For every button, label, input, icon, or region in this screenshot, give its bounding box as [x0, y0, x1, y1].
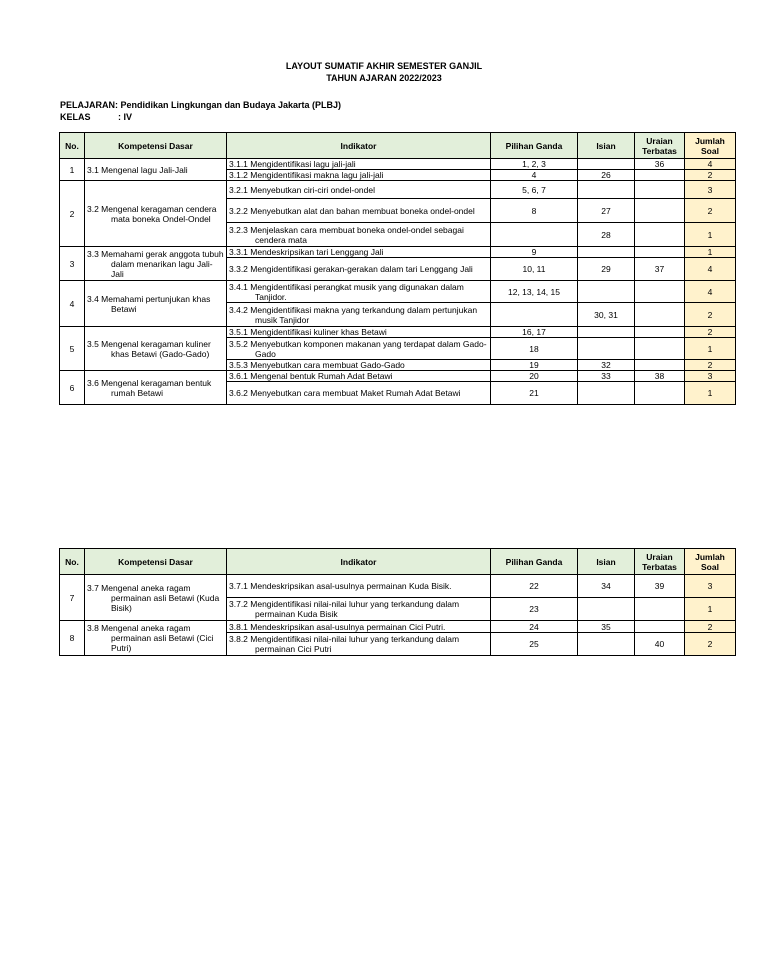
cell-pilihan-ganda — [491, 223, 578, 247]
cell-isian — [578, 281, 635, 303]
cell-uraian-terbatas — [635, 382, 685, 405]
kompetensi-dasar-text: 3.1 Mengenal lagu Jali-Jali — [87, 164, 188, 175]
header-indikator: Indikator — [227, 549, 491, 575]
cell-jumlah-soal: 2 — [685, 303, 736, 327]
cell-jumlah-soal: 1 — [685, 223, 736, 247]
cell-pilihan-ganda: 1, 2, 3 — [491, 159, 578, 170]
cell-isian: 34 — [578, 575, 635, 598]
table-row — [60, 371, 736, 382]
indikator-text: 3.8.2 Mengidentifikasi nilai-nilai luhur yang terkandung dalam permainan Cici Putri — [229, 634, 460, 654]
cell-no: 6 — [60, 371, 85, 405]
indikator-text: 3.4.2 Mengidentifikasi makna yang terkandung dalam pertunjukan musik Tanjidor — [229, 304, 478, 325]
cell-no: 8 — [60, 621, 85, 656]
layout-table-1 — [59, 132, 736, 405]
cell-uraian-terbatas: 39 — [635, 575, 685, 598]
kompetensi-dasar-text: 3.2 Mengenal keragaman cendera mata boneka Ondel-Ondel — [87, 203, 217, 224]
cell-no: 3 — [60, 247, 85, 281]
indikator-text: 3.7.1 Mendeskripsikan asal-usulnya permainan Kuda Bisik. — [229, 581, 452, 591]
indikator-text: 3.3.1 Mendeskripsikan tari Lenggang Jali — [229, 247, 384, 257]
cell-isian: 29 — [578, 258, 635, 281]
cell-uraian-terbatas — [635, 338, 685, 360]
cell-jumlah-soal: 1 — [685, 247, 736, 258]
cell-uraian-terbatas: 40 — [635, 633, 685, 656]
header-pilihan-ganda: Pilihan Ganda — [491, 549, 578, 575]
kompetensi-dasar-text: 3.4 Memahami pertunjukan khas Betawi — [87, 293, 211, 314]
cell-jumlah-soal: 3 — [685, 371, 736, 382]
cell-indikator — [227, 327, 491, 338]
table-row — [60, 281, 736, 303]
cell-uraian-terbatas — [635, 223, 685, 247]
cell-jumlah-soal: 4 — [685, 159, 736, 170]
kompetensi-dasar-text: 3.3 Memahami gerak anggota tubuh dalam menarikan lagu Jali-Jali — [87, 248, 224, 279]
header-pilihan-ganda: Pilihan Ganda — [491, 133, 578, 159]
cell-pilihan-ganda: 18 — [491, 338, 578, 360]
cell-kompetensi-dasar — [85, 159, 227, 181]
cell-isian: 26 — [578, 170, 635, 181]
indikator-text: 3.5.2 Menyebutkan komponen makanan yang terdapat dalam Gado-Gado — [229, 338, 487, 359]
cell-indikator — [227, 621, 491, 633]
cell-pilihan-ganda: 23 — [491, 598, 578, 621]
class-label: KELAS — [60, 112, 91, 122]
table-row — [60, 621, 736, 633]
cell-kompetensi-dasar — [85, 181, 227, 247]
cell-no: 1 — [60, 159, 85, 181]
cell-indikator — [227, 575, 491, 598]
indikator-text: 3.2.2 Menyebutkan alat dan bahan membuat boneka ondel-ondel — [229, 205, 475, 216]
header-no: No. — [60, 133, 85, 159]
cell-no: 5 — [60, 327, 85, 371]
cell-isian — [578, 598, 635, 621]
indikator-text: 3.6.2 Menyebutkan cara membuat Maket Rumah Adat Betawi — [229, 388, 461, 398]
cell-isian — [578, 633, 635, 656]
doc-title: LAYOUT SUMATIF AKHIR SEMESTER GANJIL — [285, 61, 483, 71]
cell-indikator — [227, 199, 491, 223]
header-row — [60, 133, 736, 159]
indikator-text: 3.5.3 Menyebutkan cara membuat Gado-Gado — [229, 360, 405, 370]
cell-isian: 33 — [578, 371, 635, 382]
cell-indikator — [227, 360, 491, 371]
cell-jumlah-soal: 2 — [685, 170, 736, 181]
header-isian: Isian — [578, 549, 635, 575]
cell-isian: 28 — [578, 223, 635, 247]
cell-kompetensi-dasar — [85, 327, 227, 371]
cell-uraian-terbatas — [635, 360, 685, 371]
cell-jumlah-soal: 3 — [685, 575, 736, 598]
cell-isian: 35 — [578, 621, 635, 633]
header-jumlah-soal: Jumlah Soal — [685, 133, 736, 159]
indikator-text: 3.2.3 Menjelaskan cara membuat boneka ondel-ondel sebagai cendera mata — [229, 224, 464, 245]
cell-pilihan-ganda: 10, 11 — [491, 258, 578, 281]
table-row — [60, 181, 736, 199]
cell-indikator — [227, 247, 491, 258]
cell-indikator — [227, 598, 491, 621]
cell-kompetensi-dasar — [85, 247, 227, 281]
cell-kompetensi-dasar — [85, 371, 227, 405]
cell-isian — [578, 247, 635, 258]
cell-pilihan-ganda: 9 — [491, 247, 578, 258]
cell-uraian-terbatas: 38 — [635, 371, 685, 382]
cell-kompetensi-dasar — [85, 621, 227, 656]
cell-uraian-terbatas — [635, 327, 685, 338]
header-uraian-terbatas: Uraian Terbatas — [635, 133, 685, 159]
indikator-text: 3.3.2 Mengidentifikasi gerakan-gerakan dalam tari Lenggang Jali — [229, 264, 473, 274]
cell-isian — [578, 181, 635, 199]
cell-jumlah-soal: 3 — [685, 181, 736, 199]
header-isian: Isian — [578, 133, 635, 159]
cell-isian — [578, 159, 635, 170]
kompetensi-dasar-text: 3.8 Mengenal aneka ragam permainan asli Betawi (Cici Putri) — [87, 623, 214, 653]
doc-subtitle: TAHUN AJARAN 2022/2023 — [326, 73, 442, 83]
cell-kompetensi-dasar — [85, 575, 227, 621]
cell-pilihan-ganda: 19 — [491, 360, 578, 371]
table-row — [60, 159, 736, 170]
cell-uraian-terbatas: 36 — [635, 159, 685, 170]
cell-pilihan-ganda: 22 — [491, 575, 578, 598]
cell-uraian-terbatas — [635, 247, 685, 258]
indikator-text: 3.7.2 Mengidentifikasi nilai-nilai luhur yang terkandung dalam permainan Kuda Bisik — [229, 599, 460, 619]
cell-jumlah-soal: 2 — [685, 621, 736, 633]
cell-uraian-terbatas — [635, 281, 685, 303]
table-row — [60, 327, 736, 338]
indikator-text: 3.8.1 Mendeskripsikan asal-usulnya permainan Cici Putri. — [229, 621, 446, 632]
cell-uraian-terbatas: 37 — [635, 258, 685, 281]
class-line — [60, 111, 132, 123]
cell-jumlah-soal: 4 — [685, 281, 736, 303]
table-row — [60, 247, 736, 258]
header-kompetensi-dasar: Kompetensi Dasar — [85, 133, 227, 159]
subject-line: PELAJARAN: Pendidikan Lingkungan dan Budaya Jakarta (PLBJ) — [60, 100, 342, 110]
cell-uraian-terbatas — [635, 598, 685, 621]
cell-no: 4 — [60, 281, 85, 327]
cell-indikator — [227, 303, 491, 327]
header-uraian-terbatas: Uraian Terbatas — [635, 549, 685, 575]
cell-indikator — [227, 170, 491, 181]
cell-pilihan-ganda: 21 — [491, 382, 578, 405]
cell-jumlah-soal: 1 — [685, 338, 736, 360]
kompetensi-dasar-text: 3.6 Mengenal keragaman bentuk rumah Betawi — [87, 377, 212, 398]
cell-jumlah-soal: 1 — [685, 382, 736, 405]
header-indikator: Indikator — [227, 133, 491, 159]
kompetensi-dasar-text: 3.7 Mengenal aneka ragam permainan asli Betawi (Kuda Bisik) — [87, 582, 220, 613]
cell-indikator — [227, 159, 491, 170]
cell-uraian-terbatas — [635, 170, 685, 181]
cell-jumlah-soal: 4 — [685, 258, 736, 281]
cell-jumlah-soal: 1 — [685, 598, 736, 621]
cell-no: 7 — [60, 575, 85, 621]
indikator-text: 3.2.1 Menyebutkan ciri-ciri ondel-ondel — [229, 184, 375, 195]
cell-indikator — [227, 371, 491, 382]
cell-pilihan-ganda: 8 — [491, 199, 578, 223]
cell-pilihan-ganda: 20 — [491, 371, 578, 382]
cell-uraian-terbatas — [635, 199, 685, 223]
cell-indikator — [227, 382, 491, 405]
cell-indikator — [227, 258, 491, 281]
cell-no: 2 — [60, 181, 85, 247]
cell-isian — [578, 382, 635, 405]
indikator-text: 3.6.1 Mengenal bentuk Rumah Adat Betawi — [229, 371, 393, 381]
cell-isian: 30, 31 — [578, 303, 635, 327]
cell-jumlah-soal: 2 — [685, 199, 736, 223]
cell-isian: 27 — [578, 199, 635, 223]
header-no: No. — [60, 549, 85, 575]
cell-pilihan-ganda: 4 — [491, 170, 578, 181]
class-value: : IV — [118, 112, 133, 122]
cell-pilihan-ganda: 16, 17 — [491, 327, 578, 338]
cell-indikator — [227, 633, 491, 656]
cell-uraian-terbatas — [635, 621, 685, 633]
indikator-text: 3.5.1 Mengidentifikasi kuliner khas Betawi — [229, 327, 387, 337]
cell-jumlah-soal: 2 — [685, 633, 736, 656]
header-row — [60, 549, 736, 575]
kompetensi-dasar-text: 3.5 Mengenal keragaman kuliner khas Betawi (Gado-Gado) — [87, 338, 211, 359]
indikator-text: 3.1.1 Mengidentifikasi lagu jali-jali — [229, 159, 356, 169]
cell-indikator — [227, 338, 491, 360]
indikator-text: 3.1.2 Mengidentifikasi makna lagu jali-jali — [229, 170, 384, 180]
cell-jumlah-soal: 2 — [685, 327, 736, 338]
cell-pilihan-ganda: 5, 6, 7 — [491, 181, 578, 199]
cell-isian: 32 — [578, 360, 635, 371]
header-jumlah-soal: Jumlah Soal — [685, 549, 736, 575]
cell-indikator — [227, 181, 491, 199]
cell-uraian-terbatas — [635, 303, 685, 327]
cell-isian — [578, 338, 635, 360]
cell-pilihan-ganda: 24 — [491, 621, 578, 633]
cell-pilihan-ganda: 25 — [491, 633, 578, 656]
header-kompetensi-dasar: Kompetensi Dasar — [85, 549, 227, 575]
cell-pilihan-ganda — [491, 303, 578, 327]
cell-indikator — [227, 281, 491, 303]
cell-uraian-terbatas — [635, 181, 685, 199]
table-row — [60, 575, 736, 598]
layout-table-2 — [59, 548, 736, 656]
cell-pilihan-ganda: 12, 13, 14, 15 — [491, 281, 578, 303]
cell-indikator — [227, 223, 491, 247]
indikator-text: 3.4.1 Mengidentifikasi perangkat musik yang digunakan dalam Tanjidor. — [229, 281, 464, 302]
cell-kompetensi-dasar — [85, 281, 227, 327]
cell-jumlah-soal: 2 — [685, 360, 736, 371]
cell-isian — [578, 327, 635, 338]
